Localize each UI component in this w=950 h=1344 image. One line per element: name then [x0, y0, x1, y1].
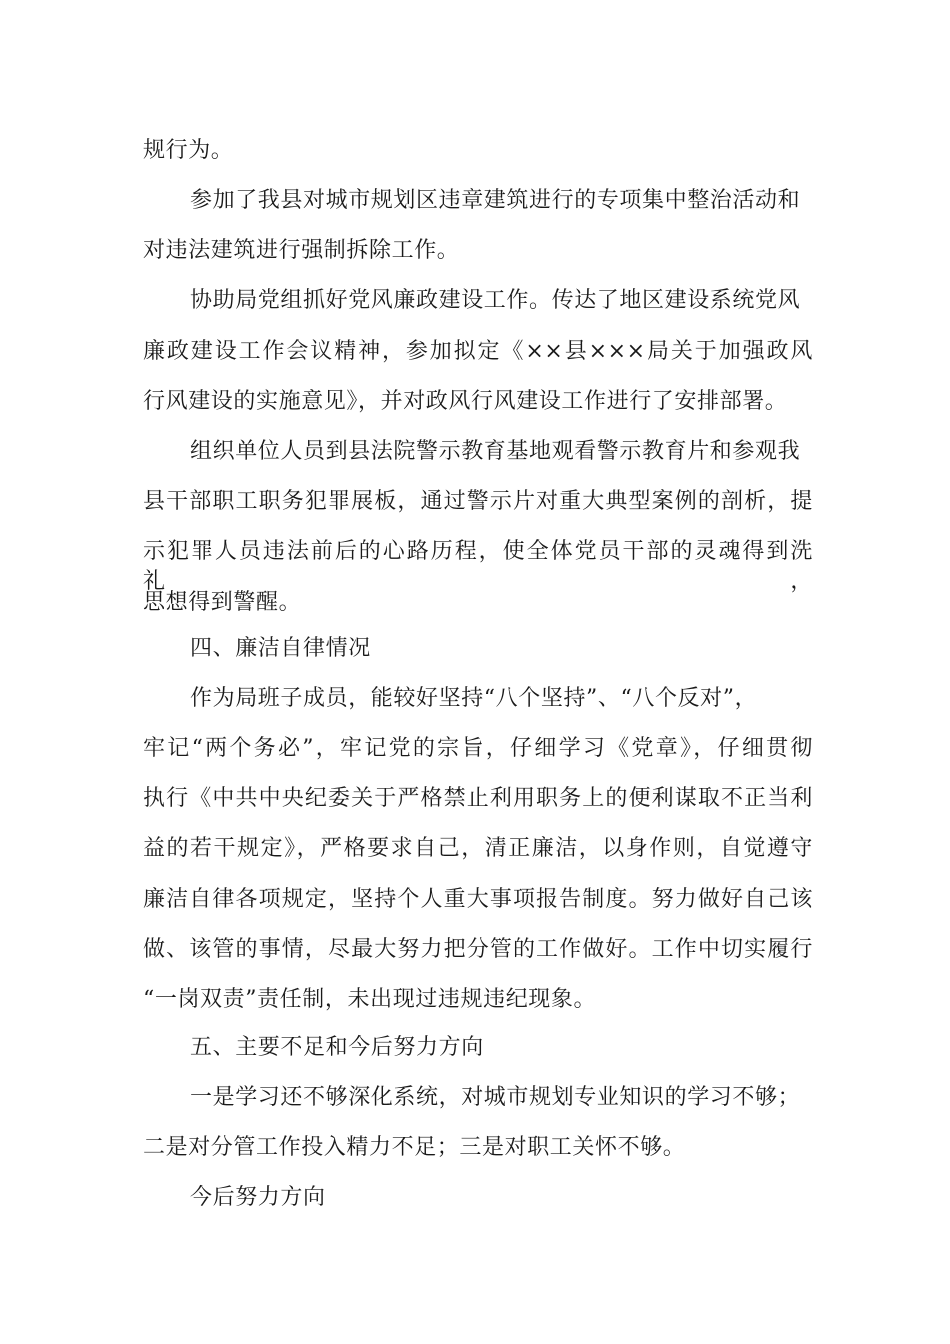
paragraph-first-line: 作为局班子成员，能较好坚持“八个坚持”、“八个反对”，	[190, 686, 758, 711]
text-line: 行风建设的实施意见》，并对政风行风建设工作进行了安排部署。	[143, 389, 788, 414]
text-line: 廉政建设工作会议精神，参加拟定《××县×××局关于加强政风	[143, 339, 813, 364]
text-line: “一岗双责”责任制，未出现过违规违纪现象。	[143, 987, 597, 1012]
paragraph-first-line: 协助局党组抓好党风廉政建设工作。传达了地区建设系统党风	[190, 288, 801, 313]
text-line: 对违法建筑进行强制拆除工作。	[143, 238, 460, 263]
section-heading: 今后努力方向	[190, 1185, 326, 1210]
paragraph-first-line: 参加了我县对城市规划区违章建筑进行的专项集中整治活动和	[190, 188, 801, 213]
text-line: 二是对分管工作投入精力不足；三是对职工关怀不够。	[143, 1135, 686, 1160]
text-line: 廉洁自律各项规定，坚持个人重大事项报告制度。努力做好自己该	[143, 887, 813, 912]
paragraph-first-line: 一是学习还不够深化系统，对城市规划专业知识的学习不够；	[190, 1085, 801, 1110]
text-line: 做、该管的事情，尽最大努力把分管的工作做好。工作中切实履行	[143, 937, 813, 962]
text-line: 思想得到警醒。	[143, 590, 302, 615]
text-line: 牢记“两个务必”，牢记党的宗旨，仔细学习《党章》，仔细贯彻	[143, 736, 813, 761]
text-line: 益的若干规定》，严格要求自己，清正廉洁，以身作则，自觉遵守	[143, 836, 813, 861]
section-heading: 五、主要不足和今后努力方向	[190, 1035, 484, 1060]
paragraph-first-line: 组织单位人员到县法院警示教育基地观看警示教育片和参观我	[190, 439, 801, 464]
text-line: 执行《中共中央纪委关于严格禁止利用职务上的便利谋取不正当利	[143, 786, 813, 811]
text-line: 示犯罪人员违法前后的心路历程，使全体党员干部的灵魂得到洗礼，	[143, 539, 813, 594]
text-line: 县干部职工职务犯罪展板，通过警示片对重大典型案例的剖析，提	[143, 489, 813, 514]
section-heading: 四、廉洁自律情况	[190, 636, 371, 661]
text-line: 规行为。	[143, 138, 234, 163]
